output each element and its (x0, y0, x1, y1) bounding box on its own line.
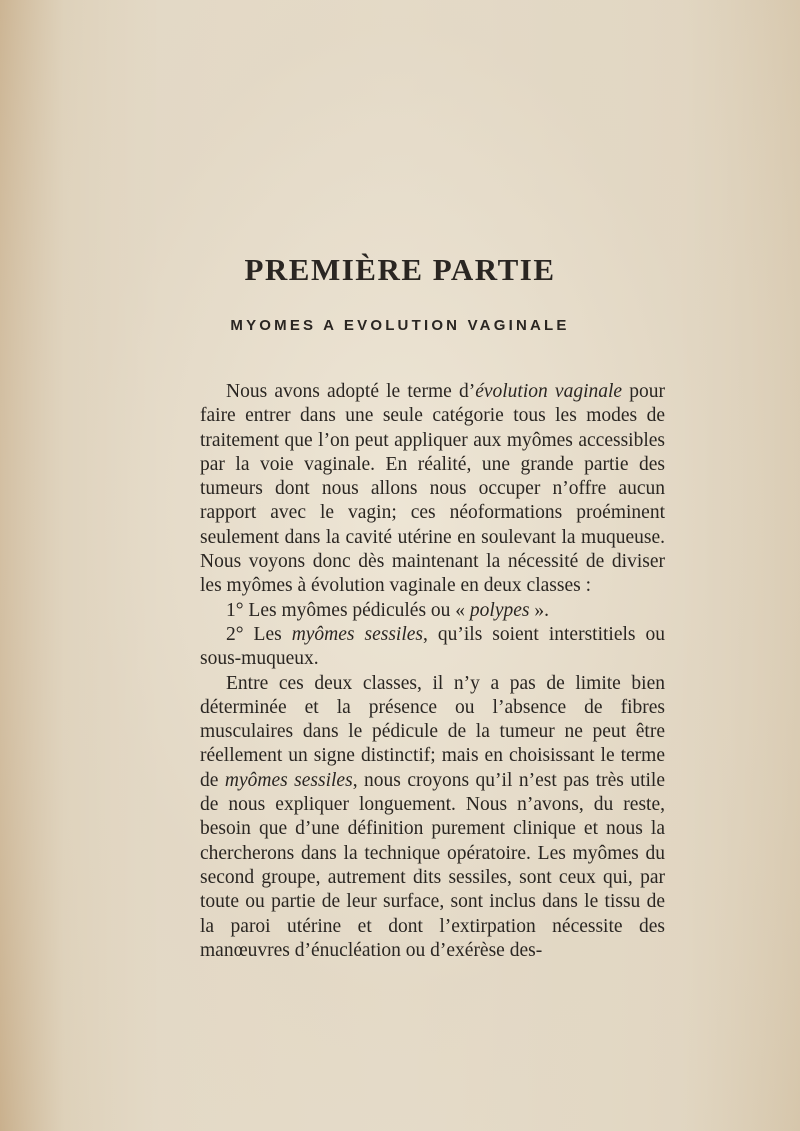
paragraph-intro: Nous avons adopté le terme d’évolution vaginale pour faire entrer dans une seule catégorie tous les modes de traitement que l’on peut appliquer aux myômes accessibles par la voie vaginale. En réalité, une grande partie des tumeurs dont nous allons nous occuper n’offre aucun rapport avec le vagin; ces néoformations proéminent seulement dans la cavité utérine en soulevant la muqueuse. Nous voyons donc dès maintenant la nécessité de diviser les myômes à évolution vaginale en deux classes : (200, 381, 665, 597)
list-item-sessiles: 2° Les myômes sessiles, qu’ils soient interstitiels ou sous-muqueux. (200, 623, 665, 670)
emphasis-myomes-sessiles: myômes sessiles (291, 623, 423, 645)
list-item-polypes: 1° Les myômes pédiculés ou « polypes ». (226, 599, 549, 621)
emphasis-polypes: polypes (469, 599, 530, 621)
paragraph-classes: Entre ces deux classes, il n’y a pas de limite bien déterminée et la présence ou l’absence de fibres musculaires dans le pédicule de la tumeur ne peut être réellement un signe distinctif; mais en choisissant le terme de myômes sessiles, nous croyons qu’il n’est pas très utile de nous expliquer longuement. Nous n’avons, du reste, besoin que d’une définition purement clinique et nous la chercherons dans la technique opératoire. Les myômes du second groupe, autrement dits sessiles, sont ceux qui, par toute ou partie de leur surface, sont inclus dans le tissu de la paroi utérine et dont l’extirpation nécessite des manœuvres d’énucléation ou d’exérèse des- (200, 672, 665, 961)
chapter-subtitle: MYOMES A EVOLUTION VAGINALE (230, 317, 570, 334)
emphasis-myomes-sessiles-2: myômes sessiles (224, 769, 353, 791)
emphasis-evolution-vaginale: évolution vaginale (475, 381, 623, 402)
body-text (200, 380, 665, 963)
part-title: PREMIÈRE PARTIE (244, 252, 556, 287)
